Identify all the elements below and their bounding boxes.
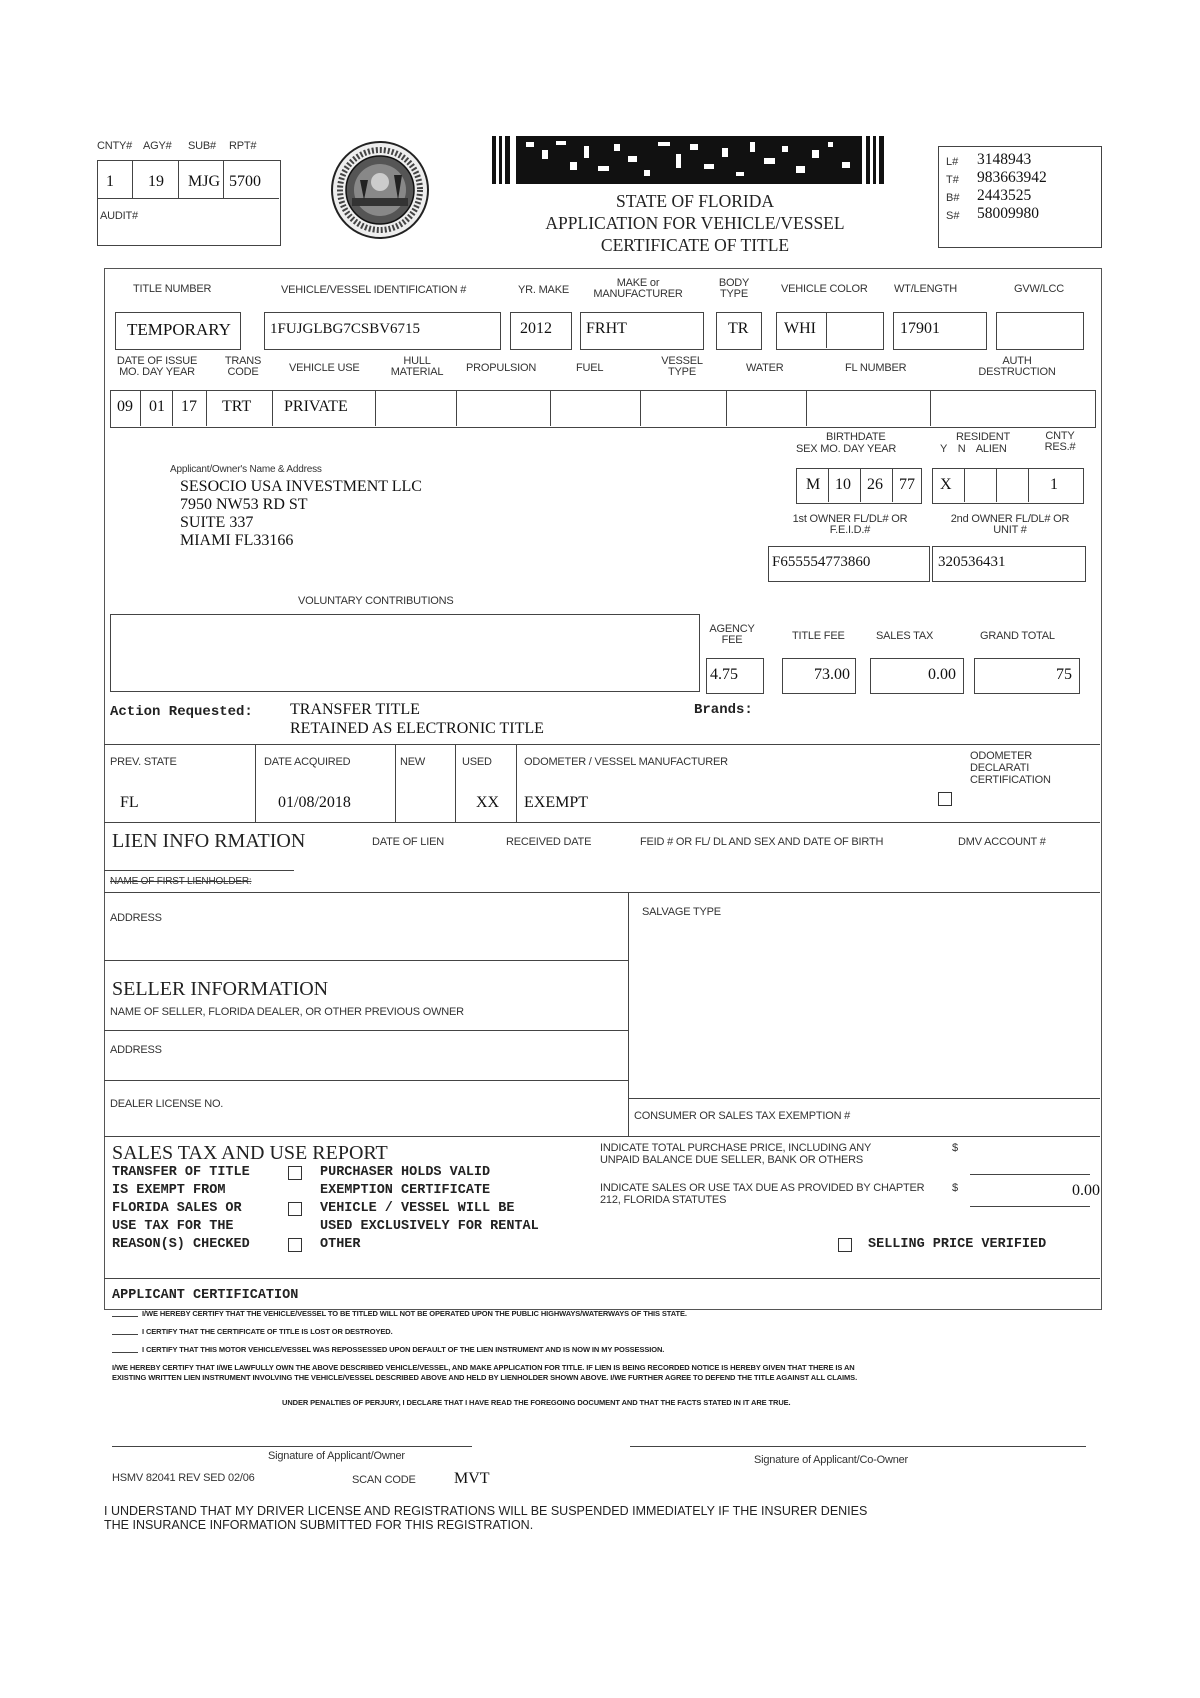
water-label: WATER [746, 362, 784, 374]
resident-fields [932, 468, 1084, 504]
owner-address [180, 478, 422, 550]
option-line: EXEMPTION CERTIFICATE [320, 1183, 491, 1198]
vehicle-use-value: PRIVATE [284, 398, 348, 415]
fl-number-label: FL NUMBER [845, 362, 907, 374]
voluntary-field[interactable] [110, 614, 700, 692]
odometer-declaration-label: ODOMETER DECLARATI CERTIFICATION [970, 750, 1051, 786]
row2-fields [110, 390, 1096, 428]
grand-total-value: 75 [1056, 666, 1072, 683]
title-fee-value: 73.00 [814, 666, 850, 683]
exemption-line: TRANSFER OF TITLE [112, 1165, 250, 1180]
form-title [470, 190, 920, 256]
price-verified-checkbox[interactable] [838, 1238, 852, 1252]
issue-year-value: 17 [181, 398, 197, 415]
hull-material-label: HULL MATERIAL [390, 355, 444, 378]
second-owner-label: 2nd OWNER FL/DL# OR UNIT # [950, 513, 1070, 536]
title-number-value: TEMPORARY [127, 320, 231, 339]
sub-label: SUB# [188, 140, 216, 152]
rpt-label: RPT# [229, 140, 257, 152]
trans-code-label: TRANS CODE [224, 355, 262, 378]
first-lienholder-label: NAME OF FIRST LIENHOLDER: [110, 876, 252, 887]
audit-label: AUDIT# [100, 210, 138, 222]
received-date-label: RECEIVED DATE [506, 836, 592, 848]
other-checkbox[interactable] [288, 1238, 302, 1252]
purchase-price-label [600, 1142, 871, 1166]
feid-label: FEID # OR FL/ DL AND SEX AND DATE OF BIRTH [640, 836, 884, 848]
id-value: 2443525 [977, 187, 1032, 204]
yr-make-value: 2012 [520, 320, 552, 337]
rpt-value: 5700 [229, 173, 261, 190]
birthdate-sublabel: SEX MO. DAY YEAR [796, 443, 897, 455]
id-value: 983663942 [977, 169, 1047, 186]
title-fee-label: TITLE FEE [792, 630, 845, 642]
barcode-graphic [492, 136, 884, 184]
seller-address-label: ADDRESS [110, 1044, 162, 1056]
vehicle-color-value: WHI [784, 320, 816, 337]
lien-date-label: DATE OF LIEN [372, 836, 444, 848]
tax-label-line: INDICATE SALES OR USE TAX DUE AS PROVIDED BY CHAPTER [600, 1182, 925, 1194]
wt-length-label: WT/LENGTH [894, 283, 957, 295]
lien-title: LIEN INFO RMATION [112, 830, 306, 852]
vessel-type-label: VESSEL TYPE [661, 355, 703, 378]
ids-labels [946, 153, 959, 225]
make-value: FRHT [586, 320, 627, 337]
form-title-line-2: APPLICATION FOR VEHICLE/VESSEL [545, 213, 845, 233]
birthdate-label: BIRTHDATE [826, 431, 886, 443]
grand-total-label: GRAND TOTAL [980, 630, 1055, 642]
propulsion-label: PROPULSION [466, 362, 537, 374]
birth-year-value: 77 [899, 476, 915, 493]
id-label: L# [946, 156, 959, 168]
birth-day-value: 26 [867, 476, 883, 493]
rental-checkbox[interactable] [288, 1202, 302, 1216]
odometer-label: ODOMETER / VESSEL MANUFACTURER [524, 756, 728, 768]
voluntary-label: VOLUNTARY CONTRIBUTIONS [298, 595, 454, 607]
odometer-value: EXEMPT [524, 794, 588, 811]
title-number-label: TITLE NUMBER [133, 283, 212, 295]
sales-tax-label: SALES TAX [876, 630, 934, 642]
form-title-line-1: STATE OF FLORIDA [615, 191, 775, 211]
owner-signature-label[interactable]: Signature of Applicant/Owner [268, 1450, 405, 1462]
exemption-line: USE TAX FOR THE [112, 1219, 234, 1234]
tax-due-value: 0.00 [1072, 1182, 1100, 1199]
id-label: T# [946, 174, 959, 186]
vin-label: VEHICLE/VESSEL IDENTIFICATION # [281, 284, 467, 296]
prev-state-value: FL [120, 794, 139, 811]
cert-line-4: I/WE HEREBY CERTIFY THAT I/WE LAWFULLY OWN THE ABOVE DESCRIBED VEHICLE/VESSEL, AND MAKE APPLICATION FOR TITLE. IF LIEN IS BEING RECORDED NOTICE IS HEREBY GIVEN THAT THERE IS AN [112, 1363, 855, 1372]
sex-value: M [806, 476, 821, 493]
agency-fee-value: 4.75 [710, 666, 738, 683]
lien-address-label: ADDRESS [110, 912, 162, 924]
exemption-line: REASON(S) CHECKED [112, 1237, 250, 1252]
owner-suite: SUITE 337 [180, 514, 254, 531]
agy-value: 19 [148, 173, 164, 190]
date-acquired-value: 01/08/2018 [278, 794, 351, 811]
id-value: 58009980 [977, 205, 1039, 222]
certification-title: APPLICANT CERTIFICATION [112, 1288, 299, 1303]
form-number: HSMV 82041 REV SED 02/06 [112, 1472, 255, 1484]
used-value: XX [476, 794, 500, 811]
option-line: USED EXCLUSIVELY FOR RENTAL [320, 1219, 539, 1234]
dealer-license-label: DEALER LICENSE NO. [110, 1098, 224, 1110]
used-label: USED [462, 756, 492, 768]
tax-dollar-sign: $ [952, 1182, 958, 1194]
price-verified-label: SELLING PRICE VERIFIED [868, 1237, 1047, 1252]
id-label: B# [946, 192, 960, 204]
second-owner-value: 320536431 [938, 554, 1006, 570]
owner-name: SESOCIO USA INVESTMENT LLC [180, 478, 422, 495]
tax-due-label [600, 1182, 924, 1206]
cnty-res-value: 1 [1050, 476, 1058, 493]
seller-title: SELLER INFORMATION [112, 978, 329, 1000]
perjury-statement: UNDER PENALTIES OF PERJURY, I DECLARE THAT I HAVE READ THE FOREGOING DOCUMENT AND THAT THE FACTS STATED IN IT ARE TRUE. [282, 1398, 791, 1407]
insurance-notice-line: THE INSURANCE INFORMATION SUBMITTED FOR THIS REGISTRATION. [104, 1518, 534, 1532]
cert-line-3: I CERTIFY THAT THIS MOTOR VEHICLE/VESSEL WAS REPOSSESSED UPON DEFAULT OF THE LIEN INSTRUMENT AND IS NOW IN MY POSSESSION. [142, 1345, 665, 1354]
tax-label-line: 212, FLORIDA STATUTES [600, 1194, 727, 1206]
action-value [290, 700, 544, 738]
option-line: OTHER [320, 1237, 361, 1252]
fuel-label: FUEL [576, 362, 604, 374]
new-label: NEW [400, 756, 426, 768]
issue-day-value: 01 [149, 398, 165, 415]
odometer-declaration-checkbox[interactable] [938, 792, 952, 806]
auth-destruction-label: AUTH DESTRUCTION [978, 355, 1056, 378]
body-type-label: BODY TYPE [718, 277, 750, 300]
sub-value: MJG [188, 173, 221, 190]
sales-tax-title: SALES TAX AND USE REPORT [112, 1142, 388, 1164]
scan-code-label: SCAN CODE [352, 1474, 416, 1486]
action-line-1: TRANSFER TITLE [290, 701, 420, 718]
exemption-text [112, 1164, 250, 1254]
form-title-line-3: CERTIFICATE OF TITLE [600, 235, 790, 255]
owner-label: Applicant/Owner's Name & Address [170, 464, 322, 475]
cert-line-1: I/WE HEREBY CERTIFY THAT THE VEHICLE/VESSEL TO BE TITLED WILL NOT BE OPERATED UPON THE PUBLIC HIGHWAYS/WATERWAYS OF THIS STATE. [142, 1309, 687, 1318]
owner-city: MIAMI FL33166 [180, 532, 294, 549]
cnty-res-label: CNTY RES.# [1044, 430, 1076, 453]
price-label-line: INDICATE TOTAL PURCHASE PRICE, INCLUDING ANY [600, 1142, 872, 1154]
exemption-options [320, 1164, 539, 1254]
action-line-2: RETAINED AS ELECTRONIC TITLE [290, 720, 544, 737]
dmv-account-label: DMV ACCOUNT # [958, 836, 1046, 848]
insurance-notice-line: I UNDERSTAND THAT MY DRIVER LICENSE AND REGISTRATIONS WILL BE SUSPENDED IMMEDIATELY IF THE INSURER DENIES [104, 1504, 868, 1518]
agy-label: AGY# [143, 140, 172, 152]
exemption-line: FLORIDA SALES OR [112, 1201, 242, 1216]
insurance-notice [104, 1504, 867, 1532]
resident-label: RESIDENT [956, 431, 1011, 443]
exemption-line: IS EXEMPT FROM [112, 1183, 226, 1198]
vehicle-use-label: VEHICLE USE [289, 362, 360, 374]
cert-line-5: EXISTING WRITTEN LIEN INSTRUMENT INVOLVING THE VEHICLE/VESSEL DESCRIBED ABOVE AND HELD BY LIENHOLDER SHOWN ABOVE. I/WE FURTHER AGREE TO DEFEND THE TITLE AGAINST ALL CLAIMS. [112, 1373, 858, 1382]
prev-state-label: PREV. STATE [110, 756, 177, 768]
price-label-line: UNPAID BALANCE DUE SELLER, BANK OR OTHERS [600, 1154, 863, 1166]
consumer-exemption-label: CONSUMER OR SALES TAX EXEMPTION # [634, 1110, 851, 1122]
first-owner-label: 1st OWNER FL/DL# OR F.E.I.D.# [792, 513, 908, 536]
state-seal-icon [330, 140, 430, 240]
id-value: 3148943 [977, 151, 1032, 168]
resident-yes-mark: X [940, 476, 952, 493]
exemption-cert-checkbox[interactable] [288, 1166, 302, 1180]
trans-code-value: TRT [222, 398, 252, 415]
resident-sublabel: Y N ALIEN [940, 443, 1007, 455]
vin-value: 1FUJGLBG7CSBV6715 [270, 321, 421, 337]
action-label: Action Requested: [110, 704, 253, 720]
birth-month-value: 10 [835, 476, 851, 493]
id-label: S# [946, 210, 960, 222]
brands-label: Brands: [694, 702, 753, 718]
owner-street: 7950 NW53 RD ST [180, 496, 308, 513]
wt-length-value: 17901 [900, 320, 940, 337]
vehicle-color-label: VEHICLE COLOR [781, 283, 868, 295]
body-type-value: TR [728, 320, 749, 337]
ids-values [977, 151, 1047, 223]
date-acquired-label: DATE ACQUIRED [264, 756, 351, 768]
date-issue-label: DATE OF ISSUE MO. DAY YEAR [116, 355, 198, 378]
sales-tax-value: 0.00 [928, 666, 956, 683]
make-label: MAKE or MANUFACTURER [593, 277, 683, 300]
option-line: PURCHASER HOLDS VALID [320, 1165, 491, 1180]
price-dollar-sign: $ [952, 1142, 958, 1154]
gvw-label: GVW/LCC [1014, 283, 1064, 295]
issue-month-value: 09 [117, 398, 133, 415]
seller-name-label: NAME OF SELLER, FLORIDA DEALER, OR OTHER PREVIOUS OWNER [110, 1006, 464, 1018]
scan-code-value: MVT [454, 1470, 490, 1487]
cnty-label: CNTY# [97, 140, 133, 152]
gvw-field[interactable] [996, 312, 1084, 350]
first-owner-value: F655554773860 [772, 554, 871, 570]
cnty-value: 1 [106, 173, 114, 190]
yr-make-label: YR. MAKE [518, 284, 569, 296]
agency-fee-label: AGENCY FEE [709, 623, 755, 646]
option-line: VEHICLE / VESSEL WILL BE [320, 1201, 515, 1216]
coowner-signature-label[interactable]: Signature of Applicant/Co-Owner [754, 1454, 908, 1466]
cert-line-2: I CERTIFY THAT THE CERTIFICATE OF TITLE IS LOST OR DESTROYED. [142, 1327, 393, 1336]
salvage-type-label: SALVAGE TYPE [642, 906, 721, 918]
